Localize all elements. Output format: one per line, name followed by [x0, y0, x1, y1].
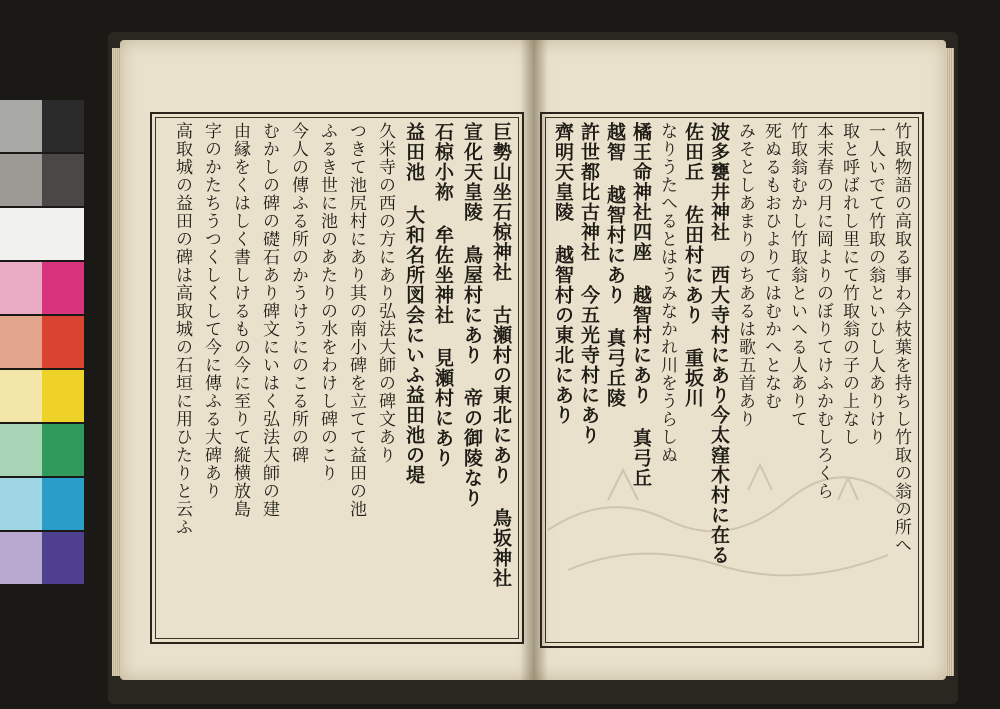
color-swatch	[42, 478, 84, 530]
right-page-column: 齊明天皇陵 越智村の東北にあり	[552, 122, 574, 425]
color-calibration-chart	[0, 100, 86, 590]
color-swatch	[42, 424, 84, 476]
right-text-frame	[540, 112, 924, 648]
right-page-column: 波多甕井神社 西大寺村にあり今太窪木村に在る	[708, 122, 730, 565]
left-page-column: 巨勢山坐石椋神社 古瀬村の東北にあり 鳥坂神社	[490, 122, 512, 588]
right-page-column: 一人いでて竹取の翁といひし人ありけり	[865, 122, 885, 446]
left-page-column: 石椋小祢 牟佐坐神社 見瀬村にあり	[432, 122, 454, 468]
right-page-column: 本末春の月に岡よりのぼりてけふかむしろくら	[813, 122, 833, 500]
color-swatch	[42, 208, 84, 260]
color-swatch	[0, 424, 42, 476]
left-page-column: 字のかたちうつくしくして今に傳ふる大碑あり	[201, 122, 221, 500]
left-page-column: つきて池尻村にあり其の南小碑を立てて益田の池	[346, 122, 366, 518]
left-page-column: 久米寺の西の方にあり弘法大師の碑文あり	[375, 122, 395, 464]
color-swatch	[0, 100, 42, 152]
color-swatch	[42, 532, 84, 584]
right-page-column: 越智 越智村にあり 真弓丘陵	[604, 122, 626, 408]
color-swatch	[0, 154, 42, 206]
left-page-column: 宣化天皇陵 鳥屋村にあり 帝の御陵なり	[461, 122, 483, 508]
left-page-column: 益田池 大和名所図会にいふ益田池の堤	[403, 122, 425, 485]
left-page-column: むかしの碑の礎石あり碑文にいはく弘法大師の建	[259, 122, 279, 518]
right-page-column: 死ぬるもおひよりてはむかへとなむ	[761, 122, 781, 410]
left-page-column: 今人の傳ふる所のかうけうにのこる所の碑	[288, 122, 308, 464]
color-swatch	[42, 316, 84, 368]
color-swatch	[42, 370, 84, 422]
right-page-column: 許世都比古神社 今五光寺村にあり	[578, 122, 600, 445]
color-swatch	[0, 532, 42, 584]
right-page-column: なりうたへるとはうみなかれ川をうらしぬ	[657, 122, 677, 464]
color-swatch	[0, 316, 42, 368]
right-page-column: みそとしあまりのちあるは歌五首あり	[735, 122, 755, 428]
left-page-column: ふるき世に池のあたりの水をわけし碑のこり	[317, 122, 337, 482]
left-text-frame	[150, 112, 524, 644]
left-page-column: 高取城の益田の碑は高取城の石垣に用ひたりと云ふ	[172, 122, 192, 536]
left-text-columns	[160, 122, 514, 634]
color-swatch	[42, 100, 84, 152]
right-text-columns	[550, 122, 914, 638]
color-swatch	[0, 370, 42, 422]
color-swatch	[42, 262, 84, 314]
right-page-column: 取と呼ばれし里にて竹取翁の子の上なし	[839, 122, 859, 446]
color-swatch	[42, 154, 84, 206]
right-page-column: 竹取翁むかし竹取翁といへる人ありて	[787, 122, 807, 428]
left-page-column: 由縁をくはしく書しけるもの今に至りて縦横放島	[230, 122, 250, 518]
right-page-column: 橘王命神社四座 越智村にあり 真弓丘	[630, 122, 652, 488]
right-page-column: 佐田丘 佐田村にあり 重坂川	[682, 122, 704, 408]
color-swatch	[0, 262, 42, 314]
right-page-column: 竹取物語の高取る事わ𫝆枝葉を持ちし竹取の翁の所へ	[891, 122, 911, 554]
color-swatch	[0, 478, 42, 530]
color-swatch	[0, 208, 42, 260]
